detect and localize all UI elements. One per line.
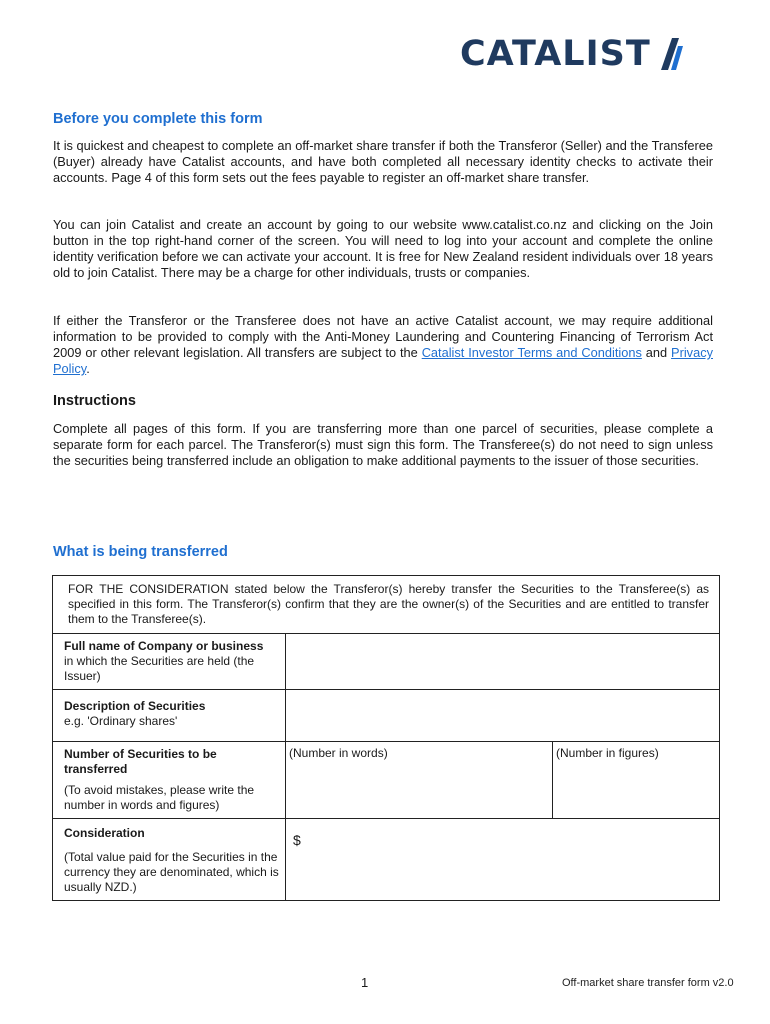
before-paragraph-3-text: If either the Transferor or the Transferee does not have an active Catalist account, we may require additional information to be provided to comply with the Anti-Money Laundering and Countering Financing of Terrorism Act 2009 or other relevant legislation. All transfers are subject to the — [53, 313, 713, 360]
consideration-label-bold: Consideration — [64, 826, 145, 840]
and-word: and — [641, 345, 672, 360]
page-number: 1 — [361, 975, 369, 990]
logo-slash-icon — [655, 36, 683, 72]
number-words-hint: (Number in words) — [289, 746, 388, 760]
before-paragraph-3 — [53, 313, 713, 377]
number-label-sub: (To avoid mistakes, please write the number in words and figures) — [64, 783, 255, 812]
catalist-logo — [460, 34, 683, 74]
number-figures-field[interactable] — [553, 742, 720, 819]
description-label-sub: e.g. 'Ordinary shares' — [64, 714, 178, 728]
instructions-paragraph: Complete all pages of this form. If you are transferring more than one parcel of securities, please complete a separate form for each parcel. The Transferor(s) must sign this form. The Transferee(s) do not need to sign unless the securities being transferred include an obligation to make additional payments to the issuer of those securities. — [53, 421, 713, 468]
before-paragraph-1: It is quickest and cheapest to complete an off-market share transfer if both the Transferor (Seller) and the Transferee (Buyer) already have Catalist accounts, and have both completed all necessary identity checks to activate their accounts. Page 4 of this form sets out the fees payable to register an off-market share transfer. — [53, 138, 713, 185]
terms-link[interactable]: Catalist Investor Terms and Conditions — [421, 345, 642, 360]
privacy-link[interactable]: Privacy Policy — [53, 345, 713, 376]
company-label-sub: in which the Securities are held (the Issuer) — [64, 654, 255, 683]
intro-cell: FOR THE CONSIDERATION stated below the Transferor(s) hereby transfer the Securities to the Transferee(s) as specified in this form. The Transferor(s) confirm that they are the owner(s) of the Securities and are entitled to transfer them to the Transferee(s). — [53, 576, 720, 634]
intro-row — [53, 576, 720, 634]
dollar-sign: $ — [293, 832, 301, 848]
period: . — [86, 361, 90, 376]
company-field[interactable] — [286, 634, 720, 690]
description-row — [53, 690, 720, 742]
transfer-form-table — [52, 575, 720, 901]
before-heading: Before you complete this form — [53, 111, 263, 127]
description-field[interactable] — [286, 690, 720, 742]
before-paragraph-2: You can join Catalist and create an account by going to our website www.catalist.co.nz and clicking on the Join button in the top right-hand corner of the screen. You will need to log into your account and complete the online identity verification before we can activate your account. It is free for New Zealand resident individuals over 18 years old to join Catalist. There may be a charge for other individuals, trusts or companies. — [53, 217, 713, 280]
company-label — [53, 634, 286, 690]
number-words-field[interactable] — [286, 742, 553, 819]
description-label — [53, 690, 286, 742]
instructions-heading: Instructions — [53, 393, 136, 409]
form-version: Off-market share transfer form v2.0 — [562, 977, 734, 989]
company-row — [53, 634, 720, 690]
consideration-label — [53, 819, 286, 901]
number-row — [53, 742, 720, 819]
logo-text: CATALIST — [460, 34, 651, 74]
description-label-bold: Description of Securities — [64, 699, 206, 713]
consideration-row — [53, 819, 720, 901]
consideration-field[interactable] — [286, 819, 720, 901]
number-figures-hint: (Number in figures) — [556, 746, 659, 760]
transferred-heading: What is being transferred — [53, 544, 228, 560]
company-label-bold: Full name of Company or business — [64, 639, 264, 653]
consideration-label-sub: (Total value paid for the Securities in the currency they are denominated, which is usually NZD.) — [64, 850, 279, 894]
number-label — [53, 742, 286, 819]
number-label-bold: Number of Securities to be transferred — [64, 747, 217, 776]
